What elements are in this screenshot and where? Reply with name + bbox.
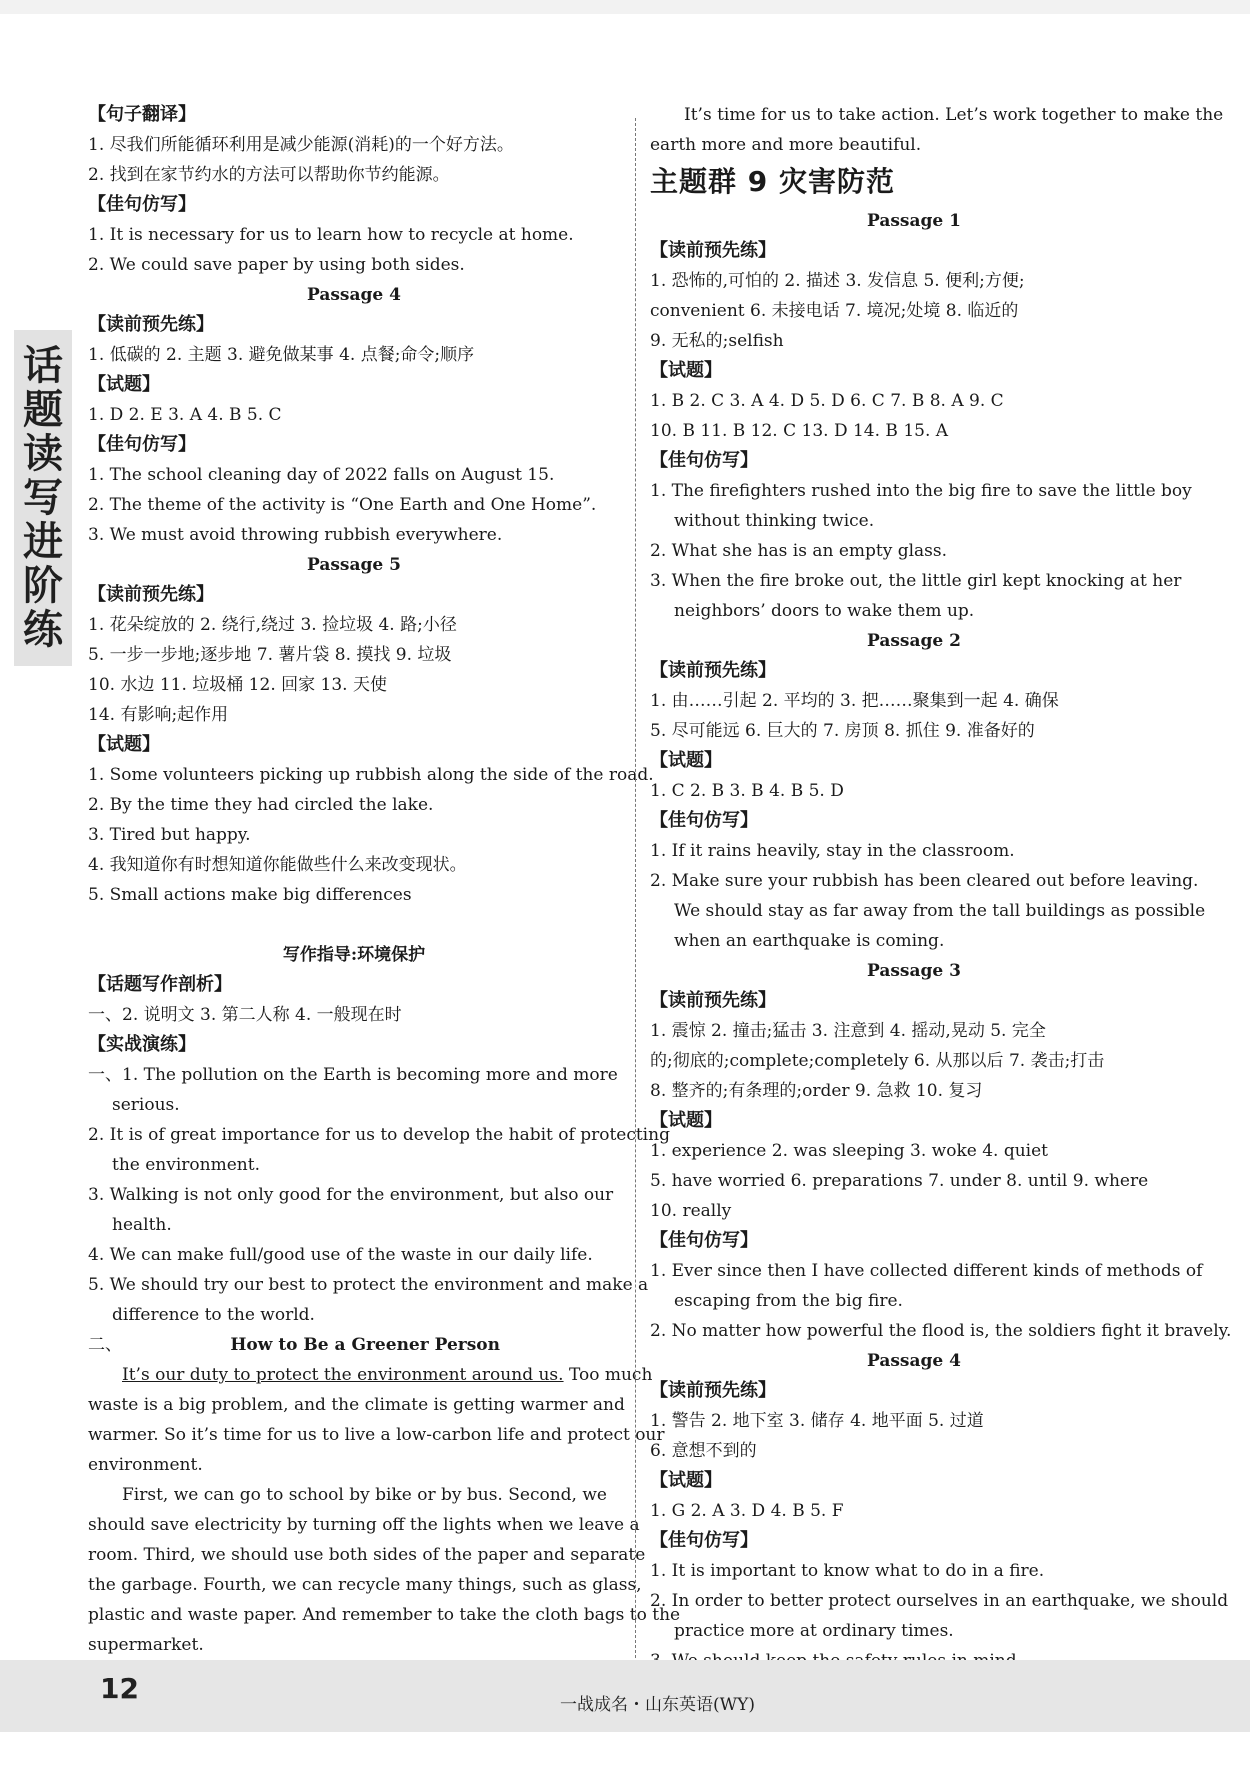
text-line: 5. Small actions make big differences — [88, 885, 412, 905]
text-line: 14. 有影响;起作用 — [88, 705, 229, 725]
underlined-topic-sentence: It’s our duty to protect the environment around us. — [122, 1365, 564, 1385]
text-line: the garbage. Fourth, we can recycle many things, such as glass, — [88, 1575, 642, 1595]
section-heading: 【试题】 — [650, 1470, 722, 1491]
section-heading: 【试题】 — [650, 750, 722, 771]
section-heading: 【佳句仿写】 — [650, 1230, 758, 1251]
section-heading: 【试题】 — [650, 360, 722, 381]
text-line: 2. In order to better protect ourselves in an earthquake, we should — [650, 1591, 1229, 1611]
text-line: 1. experience 2. was sleeping 3. woke 4. quiet — [650, 1141, 1049, 1161]
text-line: the environment. — [112, 1155, 260, 1175]
text-line: 1. It is necessary for us to learn how to recycle at home. — [88, 225, 574, 245]
text-line: earth more and more beautiful. — [650, 135, 922, 155]
text-line: difference to the world. — [112, 1305, 315, 1325]
text-line: 1. C 2. B 3. B 4. B 5. D — [650, 781, 844, 801]
section-heading: 【试题】 — [88, 734, 160, 755]
footer-brand: 一战成名・山东英语(WY) — [560, 1695, 755, 1715]
text-line: health. — [112, 1215, 172, 1235]
text-line: 1. The school cleaning day of 2022 falls on August 15. — [88, 465, 555, 485]
text-line: convenient 6. 未接电话 7. 境况;处境 8. 临近的 — [650, 301, 1019, 321]
text-line: 1. It is important to know what to do in a fire. — [650, 1561, 1045, 1581]
text-line: 1. 尽我们所能循环利用是减少能源(消耗)的一个好方法。 — [88, 135, 514, 155]
text-line: 1. B 2. C 3. A 4. D 5. D 6. C 7. B 8. A 9. C — [650, 391, 1004, 411]
text-line: environment. — [88, 1455, 203, 1475]
text-line: 2. By the time they had circled the lake. — [88, 795, 434, 815]
text-line: First, we can go to school by bike or by bus. Second, we — [122, 1485, 607, 1505]
side-tab: 话 题 读 写 进 阶 练 — [14, 330, 72, 666]
column-divider — [635, 118, 636, 1678]
section-heading: 【读前预先练】 — [88, 314, 214, 335]
section-heading: 【试题】 — [88, 374, 160, 395]
essay-part-label: 二、 — [88, 1335, 122, 1355]
text-line: warmer. So it’s time for us to live a low-carbon life and protect our — [88, 1425, 665, 1445]
text-line: 5. 一步一步地;逐步地 7. 薯片袋 8. 摸找 9. 垃圾 — [88, 645, 452, 665]
text-line: 6. 意想不到的 — [650, 1441, 757, 1461]
passage-title: 写作指导:环境保护 — [282, 945, 426, 965]
text-line: 1. 花朵绽放的 2. 绕行,绕过 3. 捡垃圾 4. 路;小径 — [88, 615, 457, 635]
text-line: 5. have worried 6. preparations 7. under 8. until 9. where — [650, 1171, 1149, 1191]
left-column — [88, 100, 681, 1660]
text-line: 4. 我知道你有时想知道你能做些什么来改变现状。 — [88, 855, 467, 875]
section-heading: 【读前预先练】 — [650, 1380, 776, 1401]
text-line: It’s time for us to take action. Let’s work together to make the — [684, 105, 1224, 125]
text-line: 8. 整齐的;有条理的;order 9. 急救 10. 复习 — [650, 1081, 983, 1101]
text-line: waste is a big problem, and the climate is getting warmer and — [88, 1395, 625, 1415]
section-heading: 【读前预先练】 — [650, 660, 776, 681]
text-line: escaping from the big fire. — [674, 1291, 903, 1311]
essay-paragraph-line — [88, 1360, 653, 1390]
section-heading: 【读前预先练】 — [650, 990, 776, 1011]
section-heading: 【试题】 — [650, 1110, 722, 1131]
text-line: 2. What she has is an empty glass. — [650, 541, 948, 561]
section-heading: 【读前预先练】 — [88, 584, 214, 605]
text-line: 2. It is of great importance for us to develop the habit of protecting — [88, 1125, 670, 1145]
text-line: 2. Make sure your rubbish has been cleared out before leaving. — [650, 871, 1199, 891]
text-line: 1. Some volunteers picking up rubbish along the side of the road. — [88, 765, 654, 785]
section-heading: 【句子翻译】 — [88, 104, 196, 125]
text-line: We should stay as far away from the tall buildings as possible — [674, 901, 1206, 921]
text-line: 2. No matter how powerful the flood is, the soldiers fight it bravely. — [650, 1321, 1232, 1341]
section-heading: 【佳句仿写】 — [88, 194, 196, 215]
text-line: 1. 恐怖的,可怕的 2. 描述 3. 发信息 5. 便利;方便; — [650, 271, 1025, 291]
text-line: 2. 找到在家节约水的方法可以帮助你节约能源。 — [88, 165, 450, 185]
section-heading: 【读前预先练】 — [650, 240, 776, 261]
passage-title: Passage 2 — [867, 631, 961, 651]
section-heading: 【话题写作剖析】 — [88, 974, 232, 995]
text-line: without thinking twice. — [674, 511, 875, 531]
text-line: 4. We can make full/good use of the waste in our daily life. — [88, 1245, 593, 1265]
text-line: 3. When the fire broke out, the little girl kept knocking at her — [650, 571, 1182, 591]
text-line: serious. — [112, 1095, 180, 1115]
text-line: 1. 警告 2. 地下室 3. 储存 4. 地平面 5. 过道 — [650, 1411, 984, 1431]
text-line: 1. The firefighters rushed into the big fire to save the little boy — [650, 481, 1192, 501]
section-heading: 【实战演练】 — [88, 1034, 196, 1055]
section-heading: 【佳句仿写】 — [650, 450, 758, 471]
text-line: neighbors’ doors to wake them up. — [674, 601, 975, 621]
text-line: 1. G 2. A 3. D 4. B 5. F — [650, 1501, 844, 1521]
passage-title: Passage 4 — [867, 1351, 961, 1371]
top-margin-bar — [0, 0, 1250, 14]
essay-heading-row — [88, 1330, 620, 1360]
topic-group-title: 主题群 9 灾害防范 — [650, 165, 895, 198]
text-line: when an earthquake is coming. — [674, 931, 945, 951]
text-line: plastic and waste paper. And remember to take the cloth bags to the — [88, 1605, 681, 1625]
spacer — [88, 910, 620, 940]
text-line: 2. We could save paper by using both sides. — [88, 255, 465, 275]
right-column — [650, 100, 1232, 1676]
text-line: 1. If it rains heavily, stay in the classroom. — [650, 841, 1015, 861]
text-line: practice more at ordinary times. — [674, 1621, 954, 1641]
text-line: 9. 无私的;selfish — [650, 331, 784, 351]
text-line: 1. Ever since then I have collected different kinds of methods of — [650, 1261, 1203, 1281]
text-line: 3. Tired but happy. — [88, 825, 251, 845]
text-line: 2. The theme of the activity is “One Earth and One Home”. — [88, 495, 597, 515]
text-line: room. Third, we should use both sides of the paper and separate — [88, 1545, 646, 1565]
text-line: 10. really — [650, 1201, 732, 1221]
text-line: 的;彻底的;complete;completely 6. 从那以后 7. 袭击;打击 — [650, 1051, 1105, 1071]
essay-title: How to Be a Greener Person — [230, 1335, 500, 1355]
text-line: 1. D 2. E 3. A 4. B 5. C — [88, 405, 282, 425]
text-line: 5. We should try our best to protect the environment and make a — [88, 1275, 649, 1295]
passage-title: Passage 1 — [867, 211, 961, 231]
passage-title: Passage 3 — [867, 961, 961, 981]
text-line: 一、1. The pollution on the Earth is becoming more and more — [88, 1065, 618, 1085]
page-number: 12 — [100, 1672, 139, 1705]
text-line: supermarket. — [88, 1635, 204, 1655]
text-line: 1. 由……引起 2. 平均的 3. 把……聚集到一起 4. 确保 — [650, 691, 1059, 711]
text-line: 5. 尽可能远 6. 巨大的 7. 房顶 8. 抓住 9. 准备好的 — [650, 721, 1035, 741]
section-heading: 【佳句仿写】 — [650, 1530, 758, 1551]
passage-title: Passage 4 — [307, 285, 401, 305]
text-line: 10. 水边 11. 垃圾桶 12. 回家 13. 天使 — [88, 675, 387, 695]
text-line: 一、2. 说明文 3. 第二人称 4. 一般现在时 — [88, 1005, 402, 1025]
section-heading: 【佳句仿写】 — [650, 810, 758, 831]
passage-title: Passage 5 — [307, 555, 401, 575]
text-line: 1. 低碳的 2. 主题 3. 避免做某事 4. 点餐;命令;顺序 — [88, 345, 475, 365]
section-heading: 【佳句仿写】 — [88, 434, 196, 455]
text-line: 1. 震惊 2. 撞击;猛击 3. 注意到 4. 摇动,晃动 5. 完全 — [650, 1021, 1046, 1041]
text-line: should save electricity by turning off the lights when we leave a — [88, 1515, 640, 1535]
text-run: Too much — [563, 1365, 653, 1385]
text-line: 10. B 11. B 12. C 13. D 14. B 15. A — [650, 421, 949, 441]
text-line: 3. Walking is not only good for the environment, but also our — [88, 1185, 614, 1205]
text-line: 3. We must avoid throwing rubbish everywhere. — [88, 525, 503, 545]
